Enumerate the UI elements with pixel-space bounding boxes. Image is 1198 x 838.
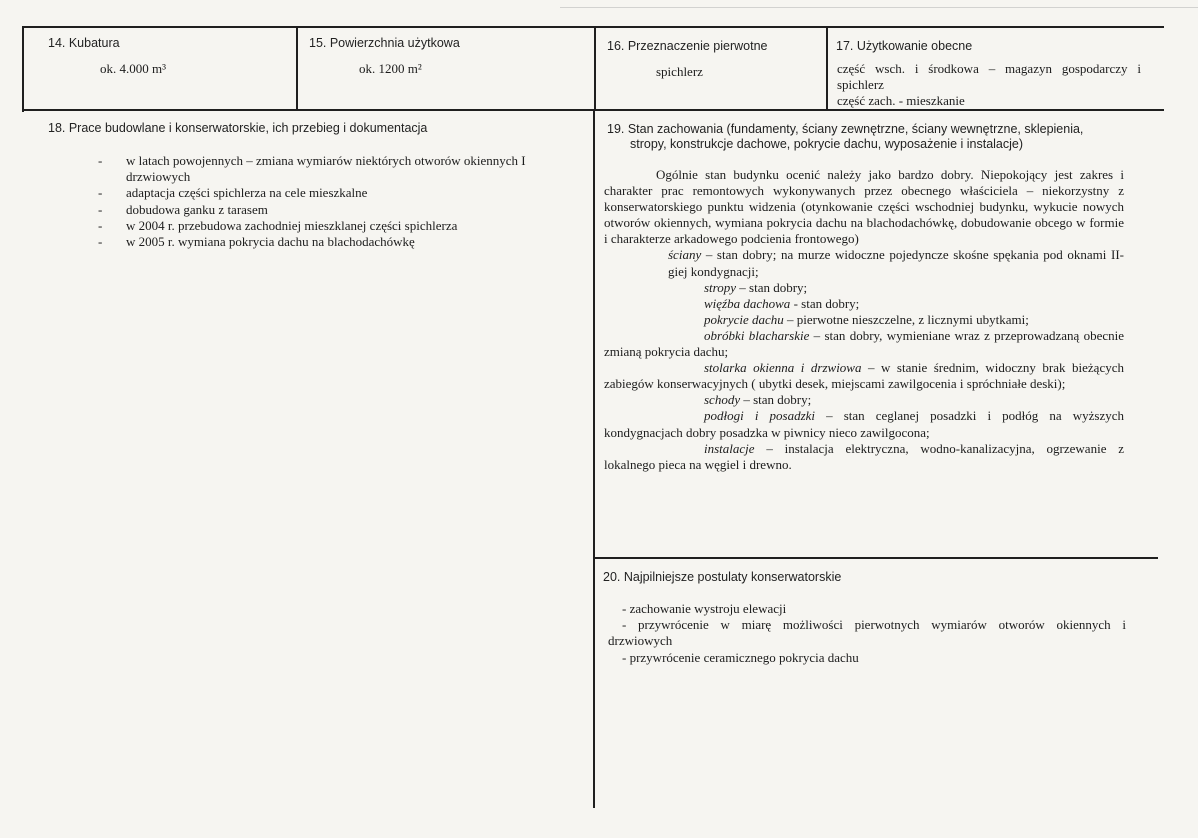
field-17-value-line1: część wsch. i środkowa – magazyn gospodarczy i <box>837 61 1141 76</box>
list-item: - adaptacja części spichlerza na cele mieszkalne <box>98 185 368 201</box>
divider-16-17 <box>826 26 828 111</box>
condition-roof-truss: więźba dachowa - stan dobry; <box>704 295 860 311</box>
postulates-list <box>608 601 1126 666</box>
works-list <box>98 153 578 250</box>
scan-artifact-line <box>560 7 1198 8</box>
divider-14-15 <box>296 26 298 111</box>
top-border <box>22 26 1164 28</box>
field-14-label: 14. Kubatura <box>48 36 120 50</box>
field-19-label-line1: 19. Stan zachowania (fundamenty, ściany zewnętrzne, ściany wewnętrzne, sklepienia, <box>607 122 1084 136</box>
condition-stairs: schody – stan dobry; <box>704 392 812 408</box>
divider-18-19 <box>593 111 595 808</box>
condition-ceilings: stropy – stan dobry; <box>704 279 808 295</box>
condition-roofing: pokrycie dachu – pierwotne nieszczelne, z licznymi ubytkami; <box>704 311 1029 327</box>
list-item: - przywrócenie w miarę możliwości pierwotnych wymiarów otworów okiennych i <box>622 617 1126 633</box>
list-item: - w latach powojennych – zmiana wymiarów niektórych otworów okiennych I drzwiowych <box>98 153 526 185</box>
divider-19-20 <box>595 557 1158 559</box>
left-border <box>22 26 24 112</box>
condition-sheet-metal: obróbki blacharskie – stan dobry, wymieniane wraz z przeprowadzaną obecnie zmianą pokrycia dachu; <box>604 327 1125 360</box>
condition-text <box>604 167 1124 473</box>
field-16-value: spichlerz <box>656 64 703 79</box>
field-15-label: 15. Powierzchnia użytkowa <box>309 36 460 50</box>
field-17-label: 17. Użytkowanie obecne <box>836 39 973 53</box>
condition-intro: Ogólnie stan budynku ocenić należy jako bardzo dobry. Niepokojący jest zakres i charakter prac remontowych wykonywanych przez obecnego właściciela – niekorzystny z konserwatorskiego punktu widzenia (otynkowanie części wschodniej budynku, wykucie nowych otworów okiennych, wymiana pokrycia dachu na blachodachówkę, dobudowanie obcego w formie i charakterze arkadowego podcienia frontowego) <box>604 167 1124 247</box>
field-14-value: ok. 4.000 m³ <box>100 61 167 76</box>
condition-walls: ściany – stan dobry; na murze widoczne pojedyncze skośne spękania pod oknami II-giej kondygnacji; <box>668 247 1124 279</box>
field-19-label-line2: stropy, konstrukcje dachowe, pokrycie dachu, wyposażenie i instalacje) <box>630 137 1024 151</box>
field-20-label: 20. Najpilniejsze postulaty konserwatorskie <box>603 570 842 584</box>
list-item: - w 2004 r. przebudowa zachodniej mieszklanej części spichlerza <box>98 217 458 233</box>
field-16-label: 16. Przeznaczenie pierwotne <box>607 39 768 53</box>
field-15-value: ok. 1200 m² <box>359 61 422 76</box>
list-item: - przywrócenie ceramicznego pokrycia dachu <box>622 649 859 665</box>
list-item-continuation: drzwiowych <box>608 633 673 649</box>
field-17-value-line3: część zach. - mieszkanie <box>837 93 965 108</box>
list-item: - dobudowa ganku z tarasem <box>98 201 268 217</box>
field-18-label: 18. Prace budowlane i konserwatorskie, ich przebieg i dokumentacja <box>48 121 428 135</box>
list-item: - w 2005 r. wymiana pokrycia dachu na blachodachówkę <box>98 234 415 250</box>
list-item: - zachowanie wystroju elewacji <box>622 601 787 616</box>
condition-installations: instalacje – instalacja elektryczna, wodno-kanalizacyjna, ogrzewanie z lokalnego pieca na węgiel i drewno. <box>604 440 1124 472</box>
field-17-value-line2: spichlerz <box>837 77 884 92</box>
condition-joinery: stolarka okienna i drzwiowa – w stanie średnim, widoczny brak bieżących zabiegów konserwacyjnych ( ubytki desek, miejscami zawilgocenia i spróchniałe deski); <box>604 360 1124 392</box>
divider-15-16 <box>594 26 596 111</box>
condition-floors: podłogi i posadzki – stan ceglanej posadzki i podłóg na wyższych kondygnacjach dobry posadzka w piwnicy nieco zawilgocona; <box>604 408 1124 440</box>
